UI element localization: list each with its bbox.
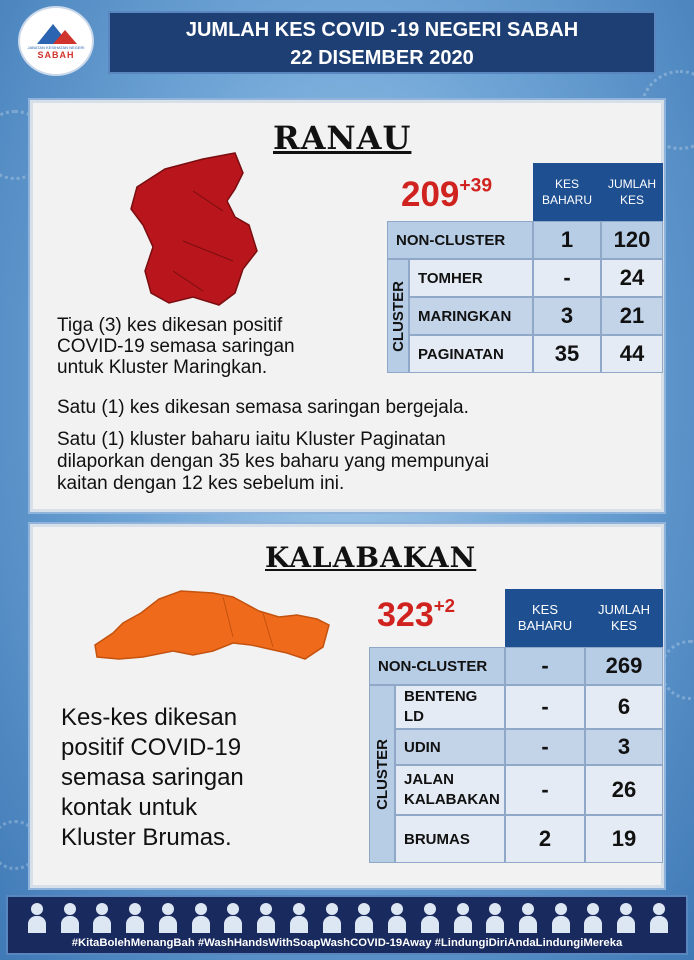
cluster-row-label: BRUMAS [395, 815, 505, 863]
cluster-row-new: 3 [533, 297, 601, 335]
logo-caption: JABATAN KESIHATAN NEGERI [27, 45, 85, 50]
row-non-cluster-label: NON-CLUSTER [387, 221, 533, 259]
header-date: 22 DISEMBER 2020 [290, 47, 474, 69]
row-non-cluster-new: - [505, 647, 585, 685]
description-maringkan: Tiga (3) kes dikesan positif COVID-19 semasa saringan untuk Kluster Maringkan. [57, 315, 295, 378]
cluster-row-new: - [505, 685, 585, 729]
cluster-row-label: PAGINATAN [409, 335, 533, 373]
total-cases-value: 209 [401, 175, 460, 214]
cluster-row-new: - [505, 729, 585, 765]
header-total-cases: JUMLAH KES [601, 163, 663, 221]
cluster-row-new: 2 [505, 815, 585, 863]
cluster-row-total: 21 [601, 297, 663, 335]
cluster-label: CLUSTER [369, 685, 395, 863]
total-cases-value: 323 [377, 596, 434, 635]
cluster-row-new: 35 [533, 335, 601, 373]
district-title: KALABAKAN [265, 541, 477, 574]
cluster-row-label: UDIN [395, 729, 505, 765]
cluster-row-label: BENTENG LD [395, 685, 505, 729]
frontliner-figures-icon [28, 903, 668, 933]
new-cases-value: +2 [433, 595, 456, 616]
health-department-logo [18, 6, 94, 76]
row-non-cluster-total: 120 [601, 221, 663, 259]
cluster-row-new: - [533, 259, 601, 297]
header-new-cases: KES BAHARU [505, 589, 585, 647]
ranau-panel [30, 100, 664, 512]
description-symptomatic: Satu (1) kes dikesan semasa saringan bergejala. [57, 397, 469, 418]
header-new-cases: KES BAHARU [533, 163, 601, 221]
kalabakan-panel [30, 524, 664, 888]
row-non-cluster-label: NON-CLUSTER [369, 647, 505, 685]
cluster-row-label: MARINGKAN [409, 297, 533, 335]
logo-name: SABAH [37, 50, 75, 60]
cluster-row-total: 24 [601, 259, 663, 297]
cluster-row-total: 19 [585, 815, 663, 863]
cluster-row-label: JALAN KALABAKAN [395, 765, 505, 815]
footer-hashtags: #KitaBolehMenangBah #WashHandsWithSoapWashCOVID-19Away #LindungiDiriAndaLindungiMereka [71, 937, 623, 949]
total-cases [401, 175, 492, 215]
virus-decoration [660, 640, 694, 700]
row-non-cluster-new: 1 [533, 221, 601, 259]
mountain-logo-icon [33, 22, 79, 44]
kalabakan-map-icon [83, 585, 333, 675]
description-paginatan: Satu (1) kluster baharu iaitu Kluster Paginatan dilaporkan dengan 35 kes baharu yang mempunyai kaitan dengan 12 kes sebelum ini. [57, 429, 490, 494]
cluster-label: CLUSTER [387, 259, 409, 373]
row-non-cluster-total: 269 [585, 647, 663, 685]
cluster-row-new: - [505, 765, 585, 815]
cluster-row-total: 26 [585, 765, 663, 815]
header-total-cases: JUMLAH KES [585, 589, 663, 647]
page-header [108, 11, 656, 74]
footer-banner [6, 895, 688, 955]
cluster-row-label: TOMHER [409, 259, 533, 297]
new-cases-value: +39 [459, 175, 493, 197]
header-title: JUMLAH KES COVID -19 NEGERI SABAH [185, 19, 579, 41]
district-title: RANAU [273, 119, 412, 157]
ranau-map-icon [123, 151, 273, 311]
description-brumas: Kes-kes dikesan positif COVID-19 semasa saringan kontak untuk Kluster Brumas. [61, 704, 244, 851]
total-cases [377, 595, 455, 635]
cluster-row-total: 44 [601, 335, 663, 373]
cluster-row-total: 3 [585, 729, 663, 765]
cluster-row-total: 6 [585, 685, 663, 729]
